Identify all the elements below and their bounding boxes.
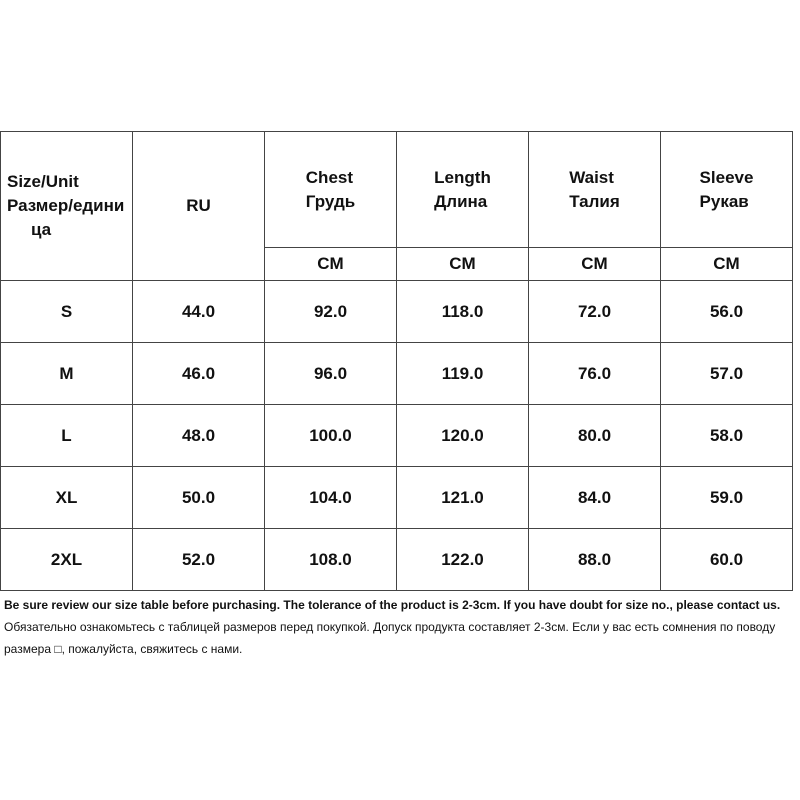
chest-cell: 100.0 [265,405,397,467]
length-unit: CM [397,248,529,281]
size-cell: M [1,343,133,405]
ru-cell: 50.0 [133,467,265,529]
size-unit-ru: Размер/едини [7,196,125,215]
ru-cell: 46.0 [133,343,265,405]
ru-cell: 52.0 [133,529,265,591]
size-unit-en: Size/Unit [7,172,79,191]
waist-ru: Талия [569,191,620,211]
sleeve-cell: 56.0 [661,281,793,343]
chest-en: Chest [305,167,354,187]
table-row [1,529,793,591]
size-unit-header [1,132,133,281]
length-cell: 120.0 [397,405,529,467]
waist-cell: 72.0 [529,281,661,343]
length-header [397,132,529,248]
size-cell: L [1,405,133,467]
length-ru: Длина [434,191,488,211]
length-cell: 122.0 [397,529,529,591]
table-row [1,467,793,529]
chest-cell: 96.0 [265,343,397,405]
ru-header: RU [133,132,265,281]
size-table [0,131,793,591]
table-row [1,405,793,467]
length-cell: 121.0 [397,467,529,529]
waist-en: Waist [569,167,614,187]
sleeve-cell: 57.0 [661,343,793,405]
waist-header [529,132,661,248]
sleeve-en: Sleeve [699,167,754,187]
waist-cell: 80.0 [529,405,661,467]
size-cell: XL [1,467,133,529]
waist-unit: CM [529,248,661,281]
ru-cell: 48.0 [133,405,265,467]
sleeve-ru: Рукав [699,191,749,211]
sleeve-cell: 59.0 [661,467,793,529]
chest-cell: 104.0 [265,467,397,529]
header-row [1,132,793,248]
chest-ru: Грудь [305,191,356,211]
sleeve-cell: 60.0 [661,529,793,591]
sleeve-unit: CM [661,248,793,281]
waist-cell: 76.0 [529,343,661,405]
size-unit-ru-cont: ца [31,220,52,239]
waist-cell: 88.0 [529,529,661,591]
length-cell: 118.0 [397,281,529,343]
chest-cell: 108.0 [265,529,397,591]
chest-cell: 92.0 [265,281,397,343]
size-cell: S [1,281,133,343]
length-cell: 119.0 [397,343,529,405]
table-row [1,281,793,343]
chest-header [265,132,397,248]
chest-unit: CM [265,248,397,281]
waist-cell: 84.0 [529,467,661,529]
table-row [1,343,793,405]
sleeve-header [661,132,793,248]
ru-cell: 44.0 [133,281,265,343]
length-en: Length [434,167,491,187]
sleeve-cell: 58.0 [661,405,793,467]
note-en: Be sure review our size table before purchasing. The tolerance of the product is 2-3cm. If you have doubt for size no., please contact us. [4,598,781,612]
note-ru-line1: Обязательно ознакомьтесь с таблицей размеров перед покупкой. Допуск продукта составляет 2-3см. Если у вас есть сомнения по поводу [4,620,776,634]
size-cell: 2XL [1,529,133,591]
note-ru-line2: размера □, пожалуйста, свяжитесь с нами. [4,642,243,656]
